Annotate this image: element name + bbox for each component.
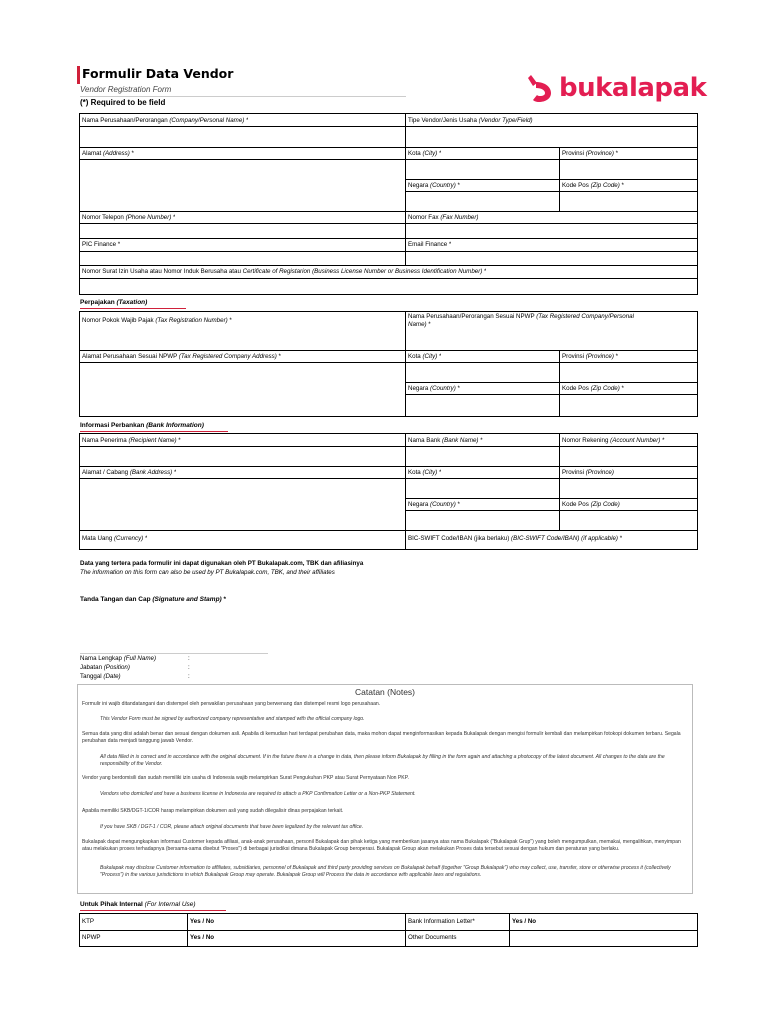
internal-row-value2[interactable]: Yes / No [512, 918, 537, 925]
row-line [80, 251, 697, 252]
fax-label: Nomor Fax (Fax Number) [408, 214, 479, 221]
province-label: Provinsi (Province) * [562, 150, 619, 157]
internal-table [79, 913, 698, 947]
date-label: Tanggal (Date) [80, 673, 121, 680]
note-1: Formulir ini wajib ditandatangani dan distempel oleh perwakilan perusahaan yang berwenang dan distempel resmi logo perusahaan. [82, 701, 381, 707]
row-line [406, 394, 697, 395]
note-3-en: Vendors who domiciled and have a business license in Indonesia are required to attach a PKP Confirmation Letter or a Non-PKP Statement. [100, 791, 416, 797]
note-4-en: If you have SKB / DGT-1 / COR, please attach original documents that have been legalized by the relevant tax office. [100, 824, 364, 830]
full-name-label: Nama Lengkap (Full Name) [80, 655, 157, 662]
col-line [405, 914, 406, 946]
notes-box [77, 684, 693, 894]
subtitle-divider [80, 96, 406, 97]
row-line [80, 446, 697, 447]
signature-label: Tanda Tangan dan Cap (Signature and Stamp) * [80, 596, 227, 603]
disclaimer-en: The information on this form can also be used by PT Bukalapak.com, TBK, and their affiliates [80, 569, 335, 576]
row-line [80, 211, 697, 212]
bank-section-title: Informasi Perbankan (Bank Information) [80, 422, 204, 429]
internal-section-title: Untuk Pihak Internal (For Internal Use) [80, 901, 196, 908]
disclaimer-id: Data yang tertera pada formulir ini dapat digunakan oleh PT Bukalapak.com, TBK dan afiliasinya [80, 560, 364, 567]
form-title: Formulir Data Vendor [82, 66, 234, 81]
row-line [80, 223, 697, 224]
tax-zip-label: Kode Pos (Zip Code) * [562, 385, 624, 392]
internal-row-label: KTP [82, 918, 95, 925]
swift-label: BIC-SWIFT Code/IBAN (jika berlaku) (BIC-SWIFT Code/IBAN) (if applicable) * [408, 535, 623, 542]
row-line [80, 530, 697, 531]
row-line [80, 126, 697, 127]
bukalapak-logo-icon [527, 73, 553, 103]
bank-name-label: Nama Bank (Bank Name) * [408, 437, 483, 444]
row-line [80, 362, 697, 363]
col-line [187, 914, 188, 946]
note-4: Apabila memiliki SKB/DGT-1/COR harap melampirkan dokumen asli yang sudah dilegalisir dinas perpajakan terkait. [82, 808, 344, 814]
title-accent-bar [77, 66, 80, 84]
col-line [559, 434, 560, 530]
bank-province-label: Provinsi (Province) [562, 469, 614, 476]
vendor-info-table [79, 113, 698, 295]
address-label: Alamat (Address) * [82, 150, 134, 157]
bukalapak-logo [527, 73, 706, 103]
position-colon: : [188, 664, 190, 671]
row-line [406, 510, 697, 511]
col-line [559, 350, 560, 416]
row-line [406, 382, 697, 383]
taxation-underline [80, 308, 186, 309]
row-line [80, 930, 697, 931]
row-line [80, 238, 697, 239]
row-line [80, 265, 697, 266]
currency-label: Mata Uang (Currency) * [82, 535, 148, 542]
bukalapak-logo-text: bukalapak [559, 73, 707, 103]
internal-row-label2: Other Documents [408, 934, 457, 941]
position-label: Jabatan (Position) [80, 664, 130, 671]
bank-country-label: Negara (Country) * [408, 501, 460, 508]
note-5-en: Bukalapak may disclose Customer information to affiliates, subsidiaries, personnel of Bukalapak and third party providing services on Bukalapak behalf (together "Group Bukalapak") who may collect, use, transfer, store or otherwise process it (collectively "Process") in the various jurisdictions in which Bukalapak Group may operate. Bukalapak Group will Process the data in accordance with applicable laws and regulations. [100, 865, 671, 878]
bank-zip-label: Kode Pos (Zip Code) [562, 501, 620, 508]
internal-row-value[interactable]: Yes / No [190, 918, 215, 925]
tax-number-label: Nomor Pokok Wajib Pajak (Tax Registration Number) * [82, 317, 232, 324]
pic-finance-label: PIC Finance * [82, 241, 121, 248]
taxation-table [79, 311, 698, 417]
col-line [405, 434, 406, 549]
row-line [80, 478, 697, 479]
note-2: Semua data yang diisi adalah benar dan sesuai dengan dokumen asli. Apabila di kemudian hari terdapat perubahan data, maka mohon dapat menginformasikan kepada Bukalapak dengan mengisi formulir kembali dan melampirkan fotokopi dokumen terbaru. Segala perubahan data menjadi tanggung jawab Vendor. [82, 731, 681, 744]
city-label: Kota (City) * [408, 150, 442, 157]
form-subtitle: Vendor Registration Form [80, 85, 172, 94]
row-line [80, 350, 697, 351]
license-label: Nomor Surat Izin Usaha atau Nomor Induk Berusaha atau Certificate of Registarion (Business License Number or Business Identification Number) * [82, 268, 487, 275]
col-line [405, 312, 406, 416]
note-2-en: All data filled in is correct and in accordance with the original document. If in the future there is a change in data, then please inform Bukalapak by filling in the form again and attaching a photocopy of the latest document. All changes to the data are the responsibility of the Vendor. [100, 754, 665, 767]
row-line [80, 159, 697, 160]
note-1-en: This Vendor Form must be signed by authorized company representative and stamped with the official company logo. [100, 716, 365, 722]
recipient-label: Nama Penerima (Recipient Name) * [82, 437, 181, 444]
date-colon: : [188, 673, 190, 680]
bank-underline [80, 431, 228, 432]
full-name-colon: : [188, 655, 190, 662]
email-finance-label: Email Finance * [408, 241, 452, 248]
tax-address-label: Alamat Perusahaan Sesuai NPWP (Tax Registered Company Address) * [82, 353, 281, 360]
bank-table [79, 433, 698, 550]
col-line [405, 114, 406, 265]
row-line [80, 466, 697, 467]
required-note: (*) Required to be field [80, 98, 166, 107]
row-line [406, 498, 697, 499]
note-3: Vendor yang berdomisili dan sudah memiliki izin usaha di Indonesia wajib melampirkan Surat Pengukuhan PKP atau Surat Pernyataan Non PKP. [82, 775, 409, 781]
row-line [80, 147, 697, 148]
note-5: Bukalapak dapat mengungkapkan informasi Customer kepada afiliasi, anak-anak perusahaan, personil Bukalapak dan pihak ketiga yang memberikan jasanya atas nama Bukalapak ("Bukalapak Grup") yang boleh mengumpulkan, memakai, mengalihkan, menyimpan atau melakukan proses terhadapnya (bersama-sama disebut "Proses") di berbagai jurisdiksi dimana Bukalapak Group beroperasi. Bukalapak Group akan melakukan Proses data tersebut sesuai dengan hukum dan peraturan yang berlaku. [82, 839, 681, 852]
col-line [509, 914, 510, 946]
bank-city-label: Kota (City) * [408, 469, 442, 476]
internal-row-value[interactable]: Yes / No [190, 934, 215, 941]
phone-label: Nomor Telepon (Phone Number) * [82, 214, 176, 221]
tax-country-label: Negara (Country) * [408, 385, 460, 392]
zip-label: Kode Pos (Zip Code) * [562, 182, 624, 189]
row-line [406, 191, 697, 192]
account-number-label: Nomor Rekening (Account Number) * [562, 437, 665, 444]
company-name-label: Nama Perusahaan/Perorangan (Company/Personal Name) * [82, 117, 249, 124]
country-label: Negara (Country) * [408, 182, 460, 189]
vendor-type-label: Tipe Vendor/Jenis Usaha (Vendor Type/Field) [408, 117, 533, 124]
row-line [80, 278, 697, 279]
tax-company-label: Nama Perusahaan/Perorangan Sesuai NPWP (Tax Registered Company/Personal [408, 313, 634, 320]
tax-company-label-line2: Name) * [408, 321, 431, 328]
tax-province-label: Provinsi (Province) * [562, 353, 619, 360]
internal-row-label2: Bank Information Letter* [408, 918, 475, 925]
taxation-section-title: Perpajakan (Taxation) [80, 299, 148, 306]
row-line [406, 179, 697, 180]
notes-title: Catatan (Notes) [355, 687, 415, 697]
internal-underline [80, 910, 226, 911]
tax-city-label: Kota (City) * [408, 353, 442, 360]
col-line [559, 147, 560, 211]
signature-line [80, 653, 268, 654]
internal-row-label: NPWP [82, 934, 101, 941]
branch-label: Alamat / Cabang (Bank Address) * [82, 469, 177, 476]
